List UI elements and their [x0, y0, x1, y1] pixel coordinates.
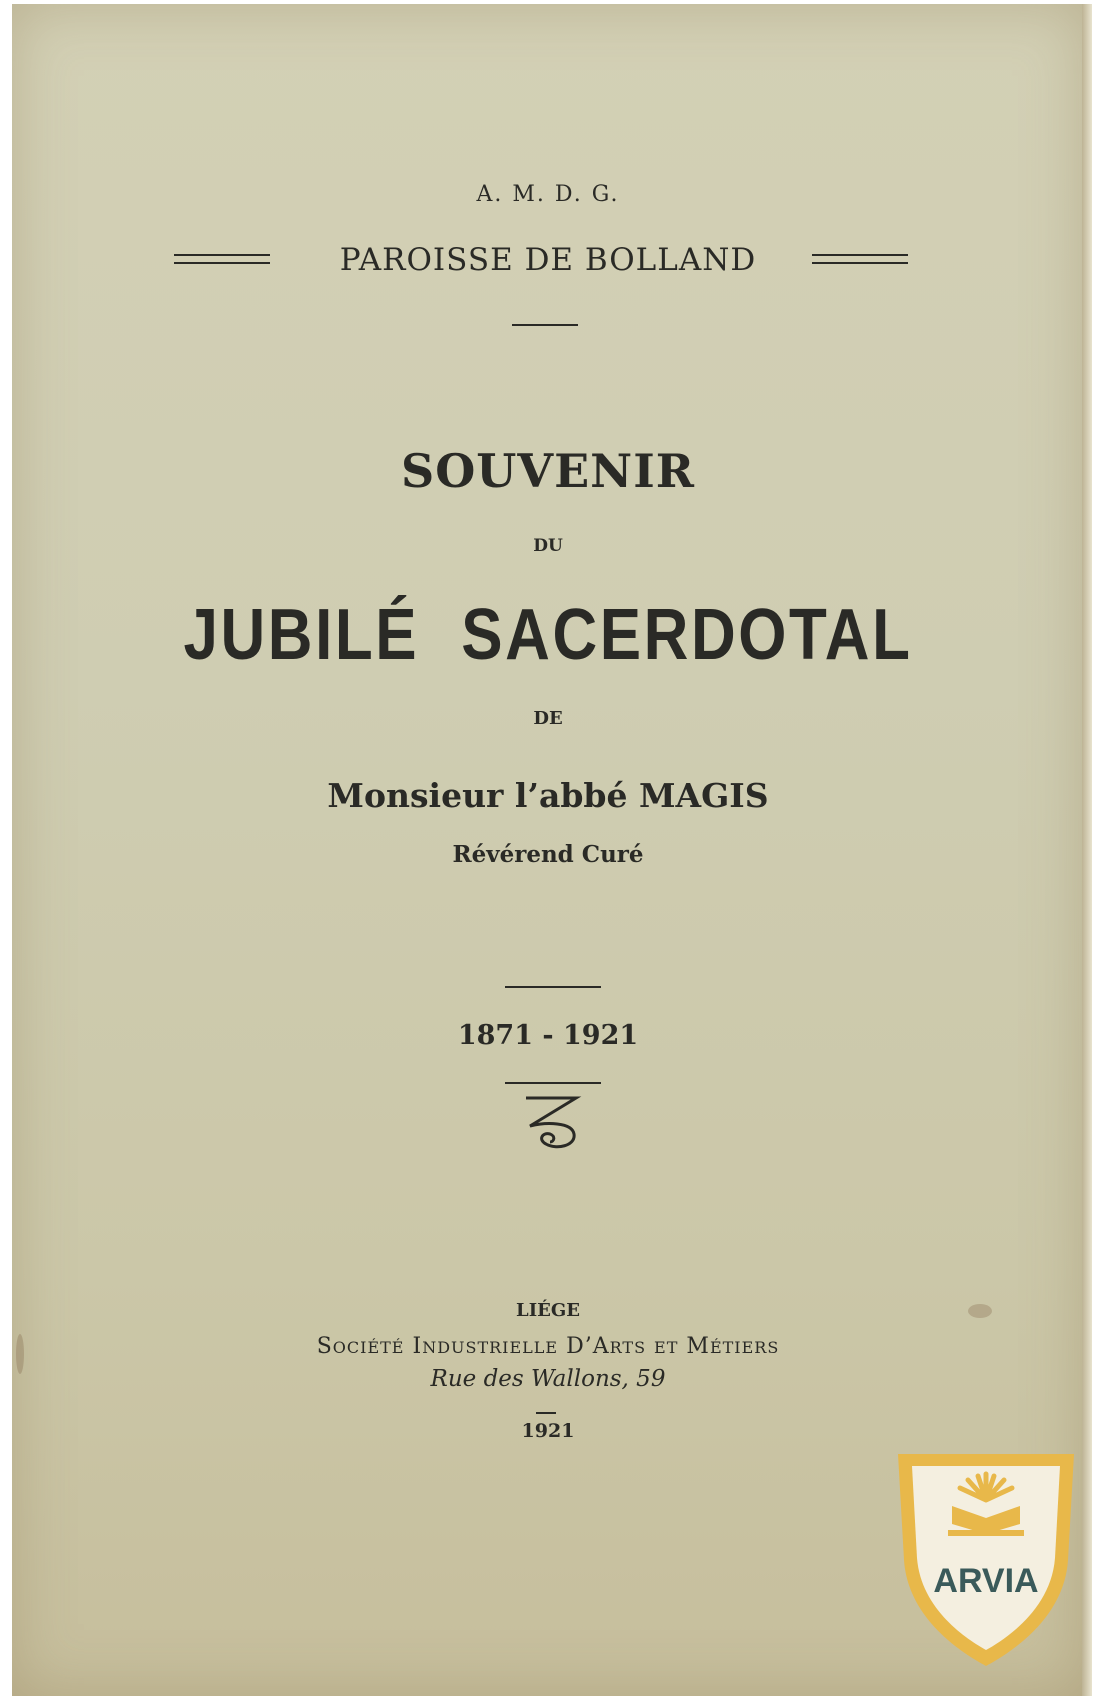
jubile-title: JUBILÉ SACERDOTAL [183, 595, 913, 675]
jubilee-years: 1871 - 1921 [457, 1020, 639, 1051]
divider-rule [505, 986, 601, 988]
society-initial: M [686, 1334, 710, 1359]
society-word: ÉTIERS [709, 1338, 780, 1357]
society-word: RTS [609, 1338, 647, 1357]
society-word: ’A [584, 1334, 610, 1359]
badge-label: ARVIA [933, 1562, 1039, 1600]
publisher-address: Rue des Wallons, 59 [430, 1366, 666, 1392]
society-initial: S [316, 1334, 333, 1359]
de-word: DE [533, 708, 563, 729]
double-rule-right [812, 254, 908, 264]
publisher-society [12, 1334, 1084, 1359]
amdg-heading: A. M. D. G. [476, 182, 620, 207]
society-word: ET [654, 1338, 679, 1357]
parish-title: PAROISSE DE BOLLAND [339, 242, 757, 278]
society-initial: I [412, 1334, 423, 1359]
publication-year: 1921 [521, 1420, 575, 1442]
society-word: OCIÉTÉ [332, 1338, 405, 1357]
ornament-icon [516, 1092, 586, 1152]
souvenir-title: SOUVENIR [401, 444, 695, 498]
divider-rule [512, 324, 578, 326]
arvia-badge [888, 1440, 1084, 1672]
society-initial: D [566, 1334, 585, 1359]
publisher-city: LIÉGE [516, 1300, 580, 1321]
society-word: NDUSTRIELLE [422, 1338, 559, 1357]
du-word: DU [533, 536, 563, 556]
priest-name: Monsieur l’abbé MAGIS [327, 776, 769, 815]
priest-role: Révérend Curé [452, 841, 644, 868]
divider-rule [536, 1412, 556, 1414]
divider-rule [505, 1082, 601, 1084]
